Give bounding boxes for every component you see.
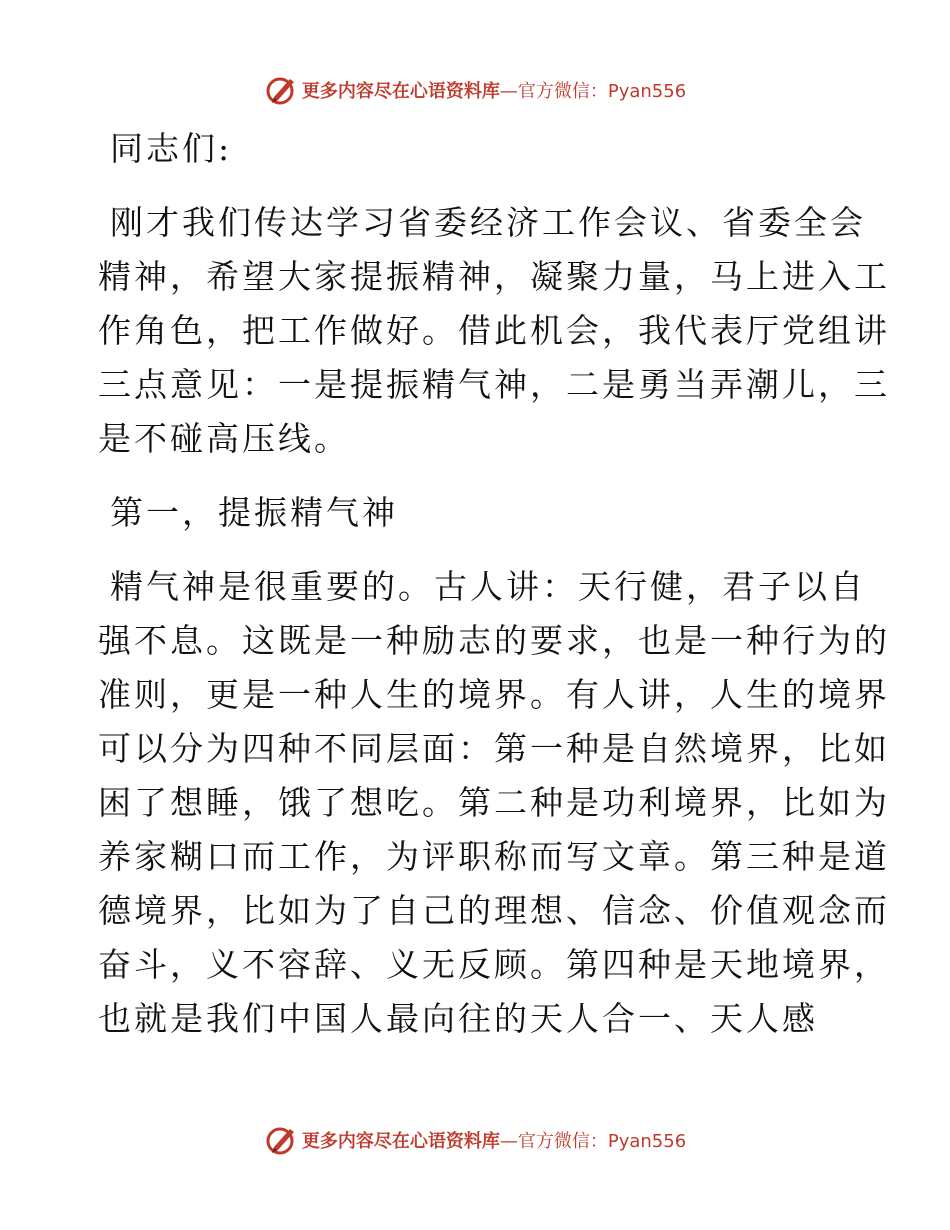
- pen-logo-icon: [264, 1123, 298, 1157]
- watermark-brand: 更多内容尽在心语资料库: [301, 81, 500, 102]
- watermark-brand: 更多内容尽在心语资料库: [301, 1131, 500, 1152]
- paragraph-line: 准则，更是一种人生的境界。有人讲，人生的境界: [98, 675, 890, 714]
- section-heading: 第一，提振精气神: [110, 493, 398, 532]
- pen-logo-icon: [264, 73, 298, 107]
- paragraph-line: 是不碰高压线。: [98, 419, 350, 458]
- paragraph-line: 困了想睡，饿了想吃。第二种是功利境界，比如为: [98, 783, 890, 822]
- document-body: [98, 122, 890, 1046]
- salutation: 同志们:: [110, 129, 233, 168]
- paragraph-line: 精气神是很重要的。古人讲：天行健，君子以自: [110, 567, 866, 606]
- paragraph-line: 精神，希望大家提振精神，凝聚力量，马上进入工: [98, 257, 890, 296]
- paragraph-line: 作角色，把工作做好。借此机会，我代表厅党组讲: [98, 311, 890, 350]
- paragraph-line: 也就是我们中国人最向往的天人合一、天人感: [98, 999, 818, 1038]
- paragraph-line: 三点意见：一是提振精气神，二是勇当弄潮儿，三: [98, 365, 890, 404]
- paragraph-line: 强不息。这既是一种励志的要求，也是一种行为的: [98, 621, 890, 660]
- watermark-contact: —官方微信：Pyan556: [499, 81, 687, 102]
- footer-watermark: [0, 1120, 950, 1160]
- paragraph-line: 刚才我们传达学习省委经济工作会议、省委全会: [110, 203, 866, 242]
- header-watermark: [0, 70, 950, 110]
- watermark-contact: —官方微信：Pyan556: [499, 1131, 687, 1152]
- paragraph-line: 养家糊口而工作，为评职称而写文章。第三种是道: [98, 837, 890, 876]
- paragraph-line: 奋斗，义不容辞、义无反顾。第四种是天地境界，: [98, 945, 890, 984]
- paragraph-line: 德境界，比如为了自己的理想、信念、价值观念而: [98, 891, 890, 930]
- paragraph-line: 可以分为四种不同层面：第一种是自然境界，比如: [98, 729, 890, 768]
